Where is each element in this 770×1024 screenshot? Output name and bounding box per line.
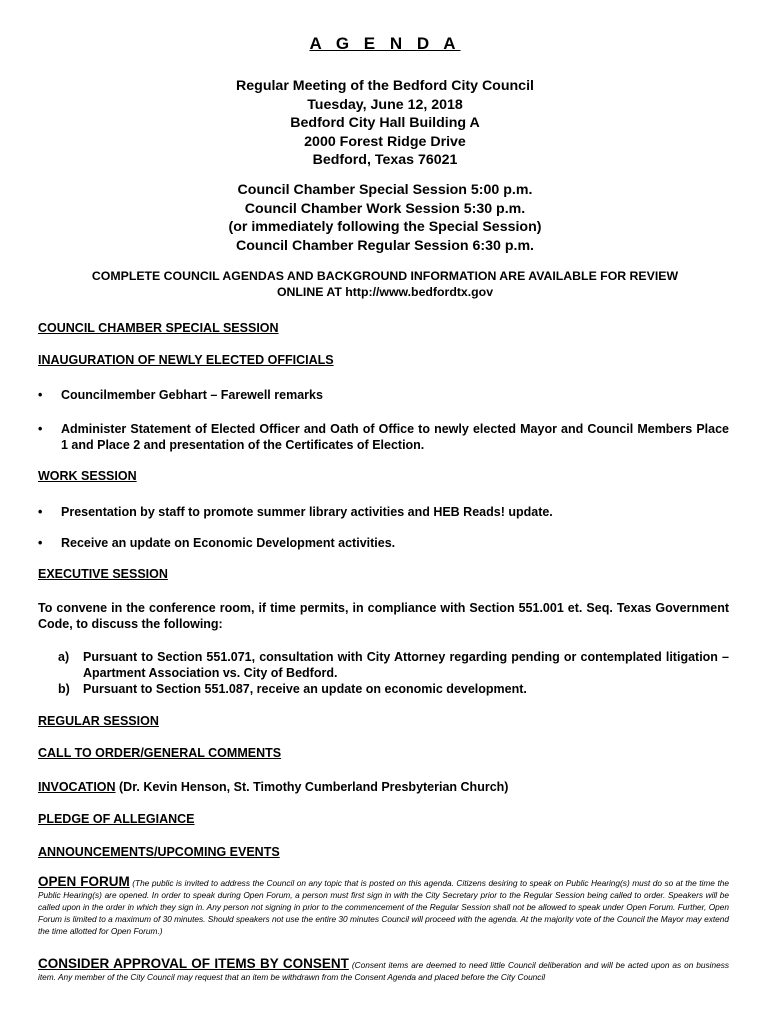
notice-line: COMPLETE COUNCIL AGENDAS AND BACKGROUND INFORMATION ARE AVAILABLE FOR REVIEW [91,269,679,283]
header-line: Regular Meeting of the Bedford City Council [236,78,534,94]
announcements-heading: ANNOUNCEMENTS/UPCOMING EVENTS [38,845,280,859]
open-forum-text: (The public is invited to address the Council on any topic that is posted on this agenda. Citizens desiring to speak on Public Hearing(s) must do so at the time the Public Hearing(s) are opened. In order to speak during Open Forum, a person must first sign in with the City Secretary prior to the Regular Session being called to order. Speakers will be called upon in the order in which they sign in. Any person not signing in prior to the commencement of the Regular Session shall not be allowed to speak under Open Forum. Further, Open Forum is limited to a maximum of 30 minutes. Should speakers not use the entire 30 minutes Council will proceed with the agenda. At the majority vote of the Council the Mayor may extend the time allotted for Open Forum.) [38,878,729,936]
session-line: Council Chamber Special Session 5:00 p.m. [237,182,533,198]
session-line: (or immediately following the Special Session) [228,219,542,235]
call-to-order-heading: CALL TO ORDER/GENERAL COMMENTS [38,746,282,760]
open-forum-section [38,876,729,937]
session-line: Council Chamber Work Session 5:30 p.m. [244,200,526,217]
header-line: Bedford City Hall Building A [290,115,480,131]
item-label: a) [58,650,70,664]
header-line: 2000 Forest Ridge Drive [304,133,466,150]
work-session-heading: WORK SESSION [38,469,137,483]
consent-section [38,958,729,983]
item-label: b) [58,682,70,696]
invocation-note: (Dr. Kevin Henson, St. Timothy Cumberland Presbyterian Church) [115,780,509,794]
list-item: a) Pursuant to Section 551.071, consultation with City Attorney regarding pending or contemplated litigation – Apartment Association vs. City of Bedford. [58,650,729,680]
consent-text: (Consent items are deemed to need little Council deliberation and will be acted upon as on business item. Any member of the City Council may request that an item be withdrawn from the Consent Agenda and placed before the City Council [38,960,729,982]
inauguration-heading: INAUGURATION OF NEWLY ELECTED OFFICIALS [38,353,334,367]
executive-session-intro: To convene in the conference room, if time permits, in compliance with Section 551.001 et. Seq. Texas Government Code, to discuss the following: [38,601,729,631]
consent-heading: CONSIDER APPROVAL OF ITEMS BY CONSENT [38,956,349,971]
open-forum-heading: OPEN FORUM [38,874,130,889]
invocation-line [38,780,508,794]
header-line: Tuesday, June 12, 2018 [307,96,463,113]
availability-notice [0,268,770,300]
list-item: • Administer Statement of Elected Officer and Oath of Office to newly elected Mayor and Council Members Place 1 and Place 2 and presentation of the Certificates of Election. [38,422,729,452]
executive-session-heading: EXECUTIVE SESSION [38,567,168,581]
bullet-icon: • [38,422,43,436]
meeting-header [0,77,770,170]
regular-session-heading: REGULAR SESSION [38,714,159,728]
bullet-icon: • [38,388,43,402]
list-item: • Presentation by staff to promote summer library activities and HEB Reads! update. [38,505,553,519]
session-times [0,181,770,255]
page-title: A G E N D A [309,34,461,53]
list-item: b) Pursuant to Section 551.087, receive an update on economic development. [58,682,527,696]
special-session-heading: COUNCIL CHAMBER SPECIAL SESSION [38,321,279,335]
session-line: Council Chamber Regular Session 6:30 p.m. [235,237,534,254]
notice-line: ONLINE AT http://www.bedfordtx.gov [276,285,494,299]
header-line: Bedford, Texas 76021 [312,152,458,168]
list-item: • Councilmember Gebhart – Farewell remarks [38,388,323,402]
invocation-heading: INVOCATION [38,780,116,794]
pledge-heading: PLEDGE OF ALLEGIANCE [38,812,195,826]
bullet-icon: • [38,505,43,519]
bullet-icon: • [38,536,43,550]
list-item: • Receive an update on Economic Development activities. [38,536,396,550]
